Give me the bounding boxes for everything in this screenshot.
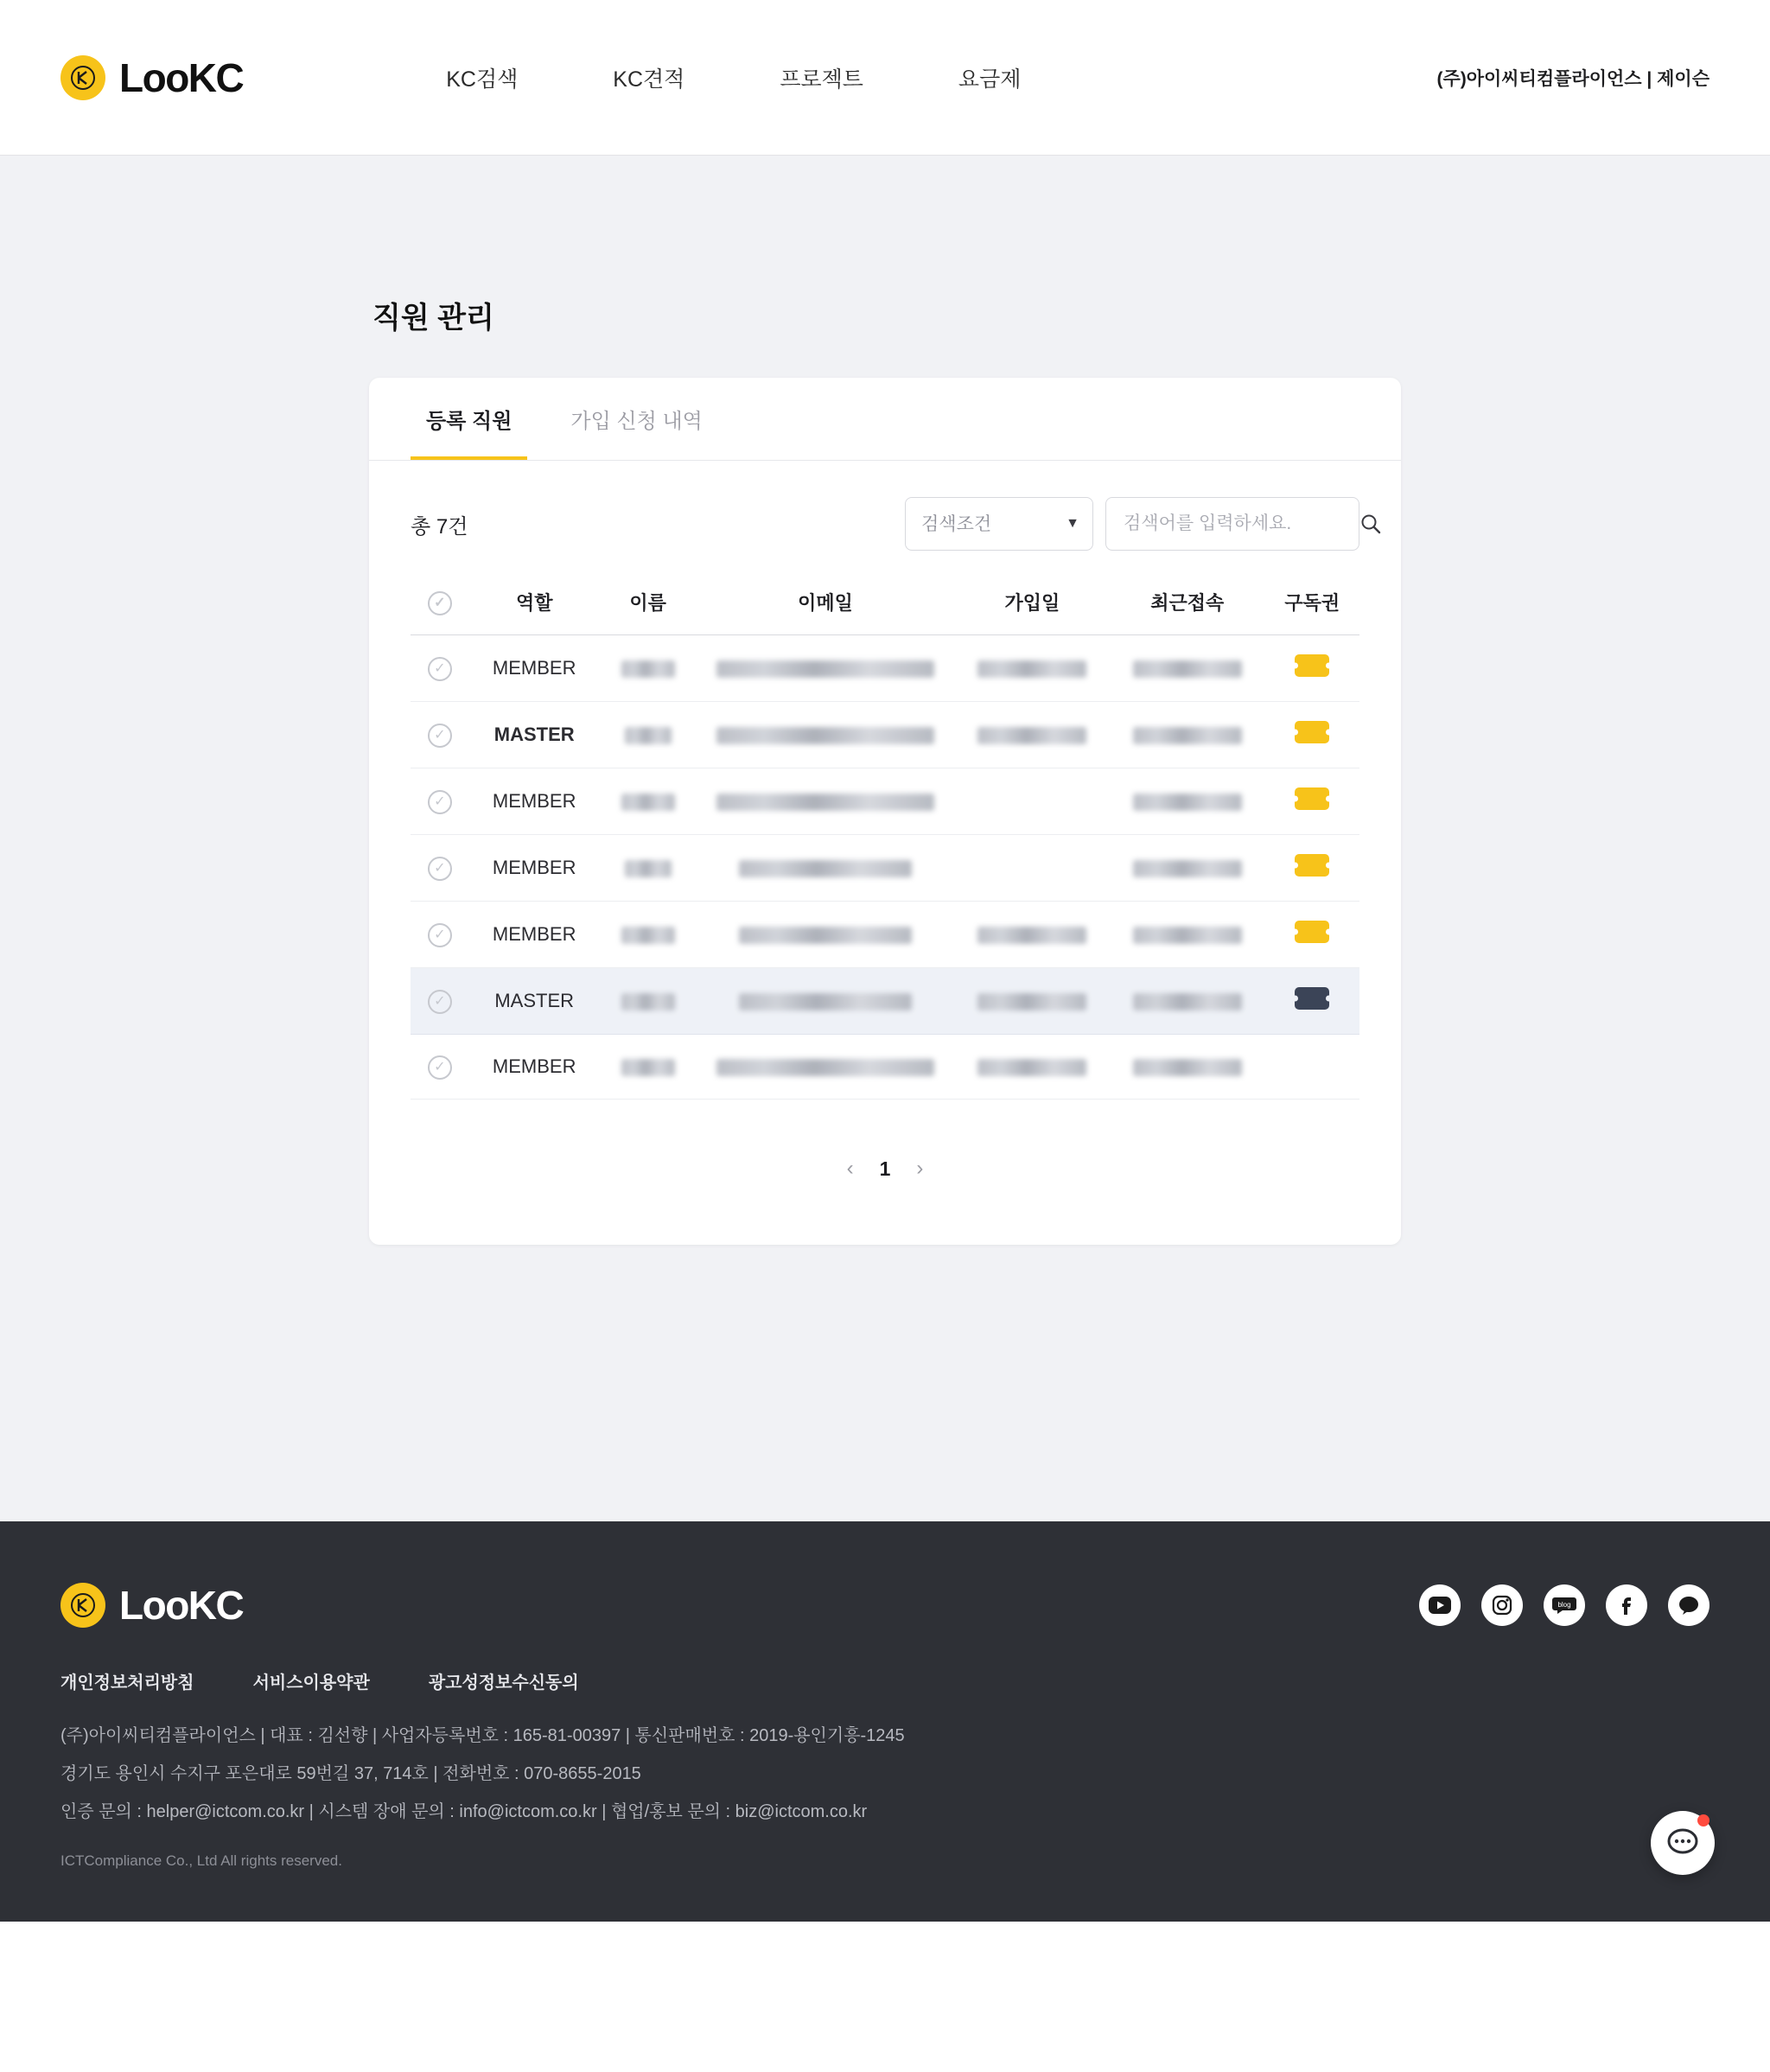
tab-registered-employees[interactable]: 등록 직원 <box>411 378 527 460</box>
column-header-email: 이메일 <box>696 573 954 635</box>
redacted-name <box>621 1059 675 1076</box>
cell-email <box>696 702 954 768</box>
row-checkbox[interactable]: ✓ <box>428 724 452 748</box>
ticket-icon <box>1295 787 1329 810</box>
column-header-subscription: 구독권 <box>1265 573 1360 635</box>
redacted-name <box>625 860 672 877</box>
row-checkbox-cell <box>411 968 469 1035</box>
cell-email <box>696 902 954 968</box>
chat-support-button[interactable] <box>1651 1811 1715 1875</box>
cell-last-access <box>1110 968 1264 1035</box>
logo-icon <box>60 1583 105 1628</box>
row-checkbox[interactable]: ✓ <box>428 790 452 814</box>
redacted-name <box>621 927 675 944</box>
pagination <box>369 1100 1401 1245</box>
kakao-icon[interactable] <box>1668 1584 1710 1626</box>
table-row[interactable] <box>411 635 1359 702</box>
footer-link-marketing-consent[interactable]: 광고성정보수신동의 <box>428 1674 579 1693</box>
row-checkbox[interactable]: ✓ <box>428 657 452 681</box>
row-checkbox-cell <box>411 635 469 702</box>
search-area <box>905 497 1359 551</box>
brand-name: LooKC <box>119 54 244 100</box>
chat-notification-dot <box>1697 1814 1710 1827</box>
site-header <box>0 0 1770 156</box>
ticket-icon <box>1295 654 1329 677</box>
footer-links <box>60 1668 1710 1693</box>
cell-last-access <box>1110 635 1264 702</box>
blog-icon[interactable] <box>1544 1584 1585 1626</box>
cell-subscription <box>1265 768 1360 835</box>
cell-join-date <box>955 835 1110 902</box>
redacted-join-date <box>977 660 1086 678</box>
table-row[interactable] <box>411 768 1359 835</box>
redacted-join-date <box>977 1059 1086 1076</box>
footer-info-line-1: (주)아이씨티컴플라이언스 | 대표 : 김선향 | 사업자등록번호 : 165-81-00397 | 통신판매번호 : 2019-용인기흥-1245 <box>60 1726 905 1745</box>
redacted-last-access <box>1133 993 1242 1010</box>
copyright-text: ICTCompliance Co., Ltd All rights reserved. <box>60 1852 342 1869</box>
redacted-join-date <box>977 993 1086 1010</box>
cell-last-access <box>1110 902 1264 968</box>
cell-subscription <box>1265 702 1360 768</box>
cell-role: MEMBER <box>469 902 600 968</box>
cell-join-date <box>955 702 1110 768</box>
redacted-email <box>739 860 912 877</box>
redacted-email <box>716 1059 934 1076</box>
select-all-header <box>411 573 469 635</box>
cell-email <box>696 1035 954 1100</box>
cell-subscription <box>1265 902 1360 968</box>
row-checkbox-cell <box>411 768 469 835</box>
cell-role: MEMBER <box>469 835 600 902</box>
nav-item-kc-quote[interactable]: KC견적 <box>613 67 685 92</box>
redacted-last-access <box>1133 860 1242 877</box>
ticket-icon <box>1295 854 1329 877</box>
column-header-last-access: 최근접속 <box>1110 573 1264 635</box>
table-body <box>411 635 1359 1100</box>
cell-last-access <box>1110 768 1264 835</box>
chevron-down-icon: ▼ <box>1066 516 1079 531</box>
ticket-icon <box>1295 921 1329 943</box>
social-links <box>1419 1584 1710 1626</box>
nav-item-project[interactable]: 프로젝트 <box>780 67 863 92</box>
redacted-email <box>739 927 912 944</box>
cell-join-date <box>955 968 1110 1035</box>
redacted-last-access <box>1133 794 1242 811</box>
table-row[interactable] <box>411 968 1359 1035</box>
column-header-role: 역할 <box>469 573 600 635</box>
redacted-email <box>716 660 934 678</box>
redacted-last-access <box>1133 727 1242 744</box>
tab-bar <box>369 378 1401 461</box>
column-header-join-date: 가입일 <box>955 573 1110 635</box>
brand-logo[interactable] <box>60 54 243 101</box>
content-container <box>369 156 1401 1245</box>
cell-name <box>600 1035 696 1100</box>
search-input[interactable] <box>1122 513 1359 535</box>
chat-icon <box>1665 1827 1700 1858</box>
footer-link-privacy[interactable]: 개인정보처리방침 <box>60 1674 194 1693</box>
cell-email <box>696 635 954 702</box>
cell-join-date <box>955 902 1110 968</box>
cell-role: MASTER <box>469 968 600 1035</box>
redacted-join-date <box>977 927 1086 944</box>
cell-last-access <box>1110 835 1264 902</box>
table-header-row <box>411 573 1359 635</box>
footer-info-line-2: 경기도 용인시 수지구 포은대로 59번길 37, 714호 | 전화번호 : 070-8655-2015 <box>60 1764 641 1783</box>
cell-subscription <box>1265 968 1360 1035</box>
logo-icon <box>60 55 105 100</box>
cell-join-date <box>955 1035 1110 1100</box>
cell-subscription <box>1265 1035 1360 1100</box>
table-row[interactable] <box>411 902 1359 968</box>
page-body <box>0 156 1770 1521</box>
instagram-icon[interactable] <box>1481 1584 1523 1626</box>
redacted-last-access <box>1133 927 1242 944</box>
redacted-email <box>739 993 912 1010</box>
youtube-icon[interactable] <box>1419 1584 1461 1626</box>
cell-name <box>600 702 696 768</box>
svg-text:blog: blog <box>1557 1601 1571 1609</box>
total-count-label: 총 7건 <box>411 514 468 539</box>
cell-email <box>696 835 954 902</box>
pagination-next[interactable]: › <box>916 1157 924 1180</box>
cell-name <box>600 768 696 835</box>
row-checkbox[interactable]: ✓ <box>428 990 452 1014</box>
redacted-name <box>625 727 672 744</box>
footer-brand-logo[interactable] <box>60 1582 243 1629</box>
footer-brand-name: LooKC <box>119 1583 244 1628</box>
cell-role: MEMBER <box>469 635 600 702</box>
row-checkbox-cell <box>411 902 469 968</box>
footer-link-terms[interactable]: 서비스이용약관 <box>252 1674 370 1693</box>
pagination-page-1[interactable]: 1 <box>879 1157 891 1180</box>
footer-company-info <box>60 1725 1710 1823</box>
cell-email <box>696 768 954 835</box>
cell-join-date <box>955 768 1110 835</box>
redacted-name <box>621 660 675 678</box>
cell-last-access <box>1110 1035 1264 1100</box>
cell-role: MEMBER <box>469 1035 600 1100</box>
search-box <box>1105 497 1359 551</box>
nav-item-kc-search[interactable]: KC검색 <box>446 67 519 92</box>
redacted-name <box>621 993 675 1010</box>
cell-role: MEMBER <box>469 768 600 835</box>
search-condition-wrap <box>905 497 1093 551</box>
cell-name <box>600 635 696 702</box>
redacted-last-access <box>1133 1059 1242 1076</box>
employee-card <box>369 378 1401 1245</box>
redacted-email <box>716 794 934 811</box>
nav-item-pricing[interactable]: 요금제 <box>958 67 1022 92</box>
table-toolbar <box>369 461 1401 573</box>
row-checkbox-cell <box>411 835 469 902</box>
row-checkbox[interactable]: ✓ <box>428 923 452 947</box>
table-row[interactable] <box>411 835 1359 902</box>
row-checkbox-cell <box>411 1035 469 1100</box>
column-header-name: 이름 <box>600 573 696 635</box>
cell-email <box>696 968 954 1035</box>
search-condition-select[interactable] <box>905 497 1093 551</box>
user-account-label[interactable]: (주)아이씨티컴플라이언스 | 제이슨 <box>1436 68 1710 89</box>
footer-info-line-3: 인증 문의 : helper@ictcom.co.kr | 시스템 장애 문의 : info@ictcom.co.kr | 협업/홍보 문의 : biz@ictcom.co.kr <box>60 1802 868 1821</box>
cell-last-access <box>1110 702 1264 768</box>
redacted-join-date <box>977 727 1086 744</box>
redacted-last-access <box>1133 660 1242 678</box>
row-checkbox[interactable]: ✓ <box>428 1055 452 1080</box>
row-checkbox[interactable]: ✓ <box>428 857 452 881</box>
table-row[interactable] <box>411 1035 1359 1100</box>
cell-name <box>600 835 696 902</box>
redacted-email <box>716 727 934 744</box>
table-head <box>411 573 1359 635</box>
cell-role: MASTER <box>469 702 600 768</box>
redacted-name <box>621 794 675 811</box>
page-title: 직원 관리 <box>372 302 494 335</box>
pagination-prev[interactable]: ‹ <box>846 1157 854 1180</box>
select-all-checkbox[interactable]: ✓ <box>428 591 452 615</box>
cell-join-date <box>955 635 1110 702</box>
cell-name <box>600 902 696 968</box>
row-checkbox-cell <box>411 702 469 768</box>
site-footer <box>0 1521 1770 1922</box>
cell-subscription <box>1265 635 1360 702</box>
cell-name <box>600 968 696 1035</box>
ticket-icon <box>1295 987 1329 1010</box>
tab-join-requests[interactable]: 가입 신청 내역 <box>570 410 703 433</box>
cell-subscription <box>1265 835 1360 902</box>
employee-table <box>411 573 1359 1100</box>
facebook-icon[interactable] <box>1606 1584 1647 1626</box>
table-row[interactable] <box>411 702 1359 768</box>
main-nav <box>398 62 1068 93</box>
footer-top <box>60 1582 1710 1629</box>
ticket-icon <box>1295 721 1329 743</box>
search-icon[interactable] <box>1359 513 1382 535</box>
